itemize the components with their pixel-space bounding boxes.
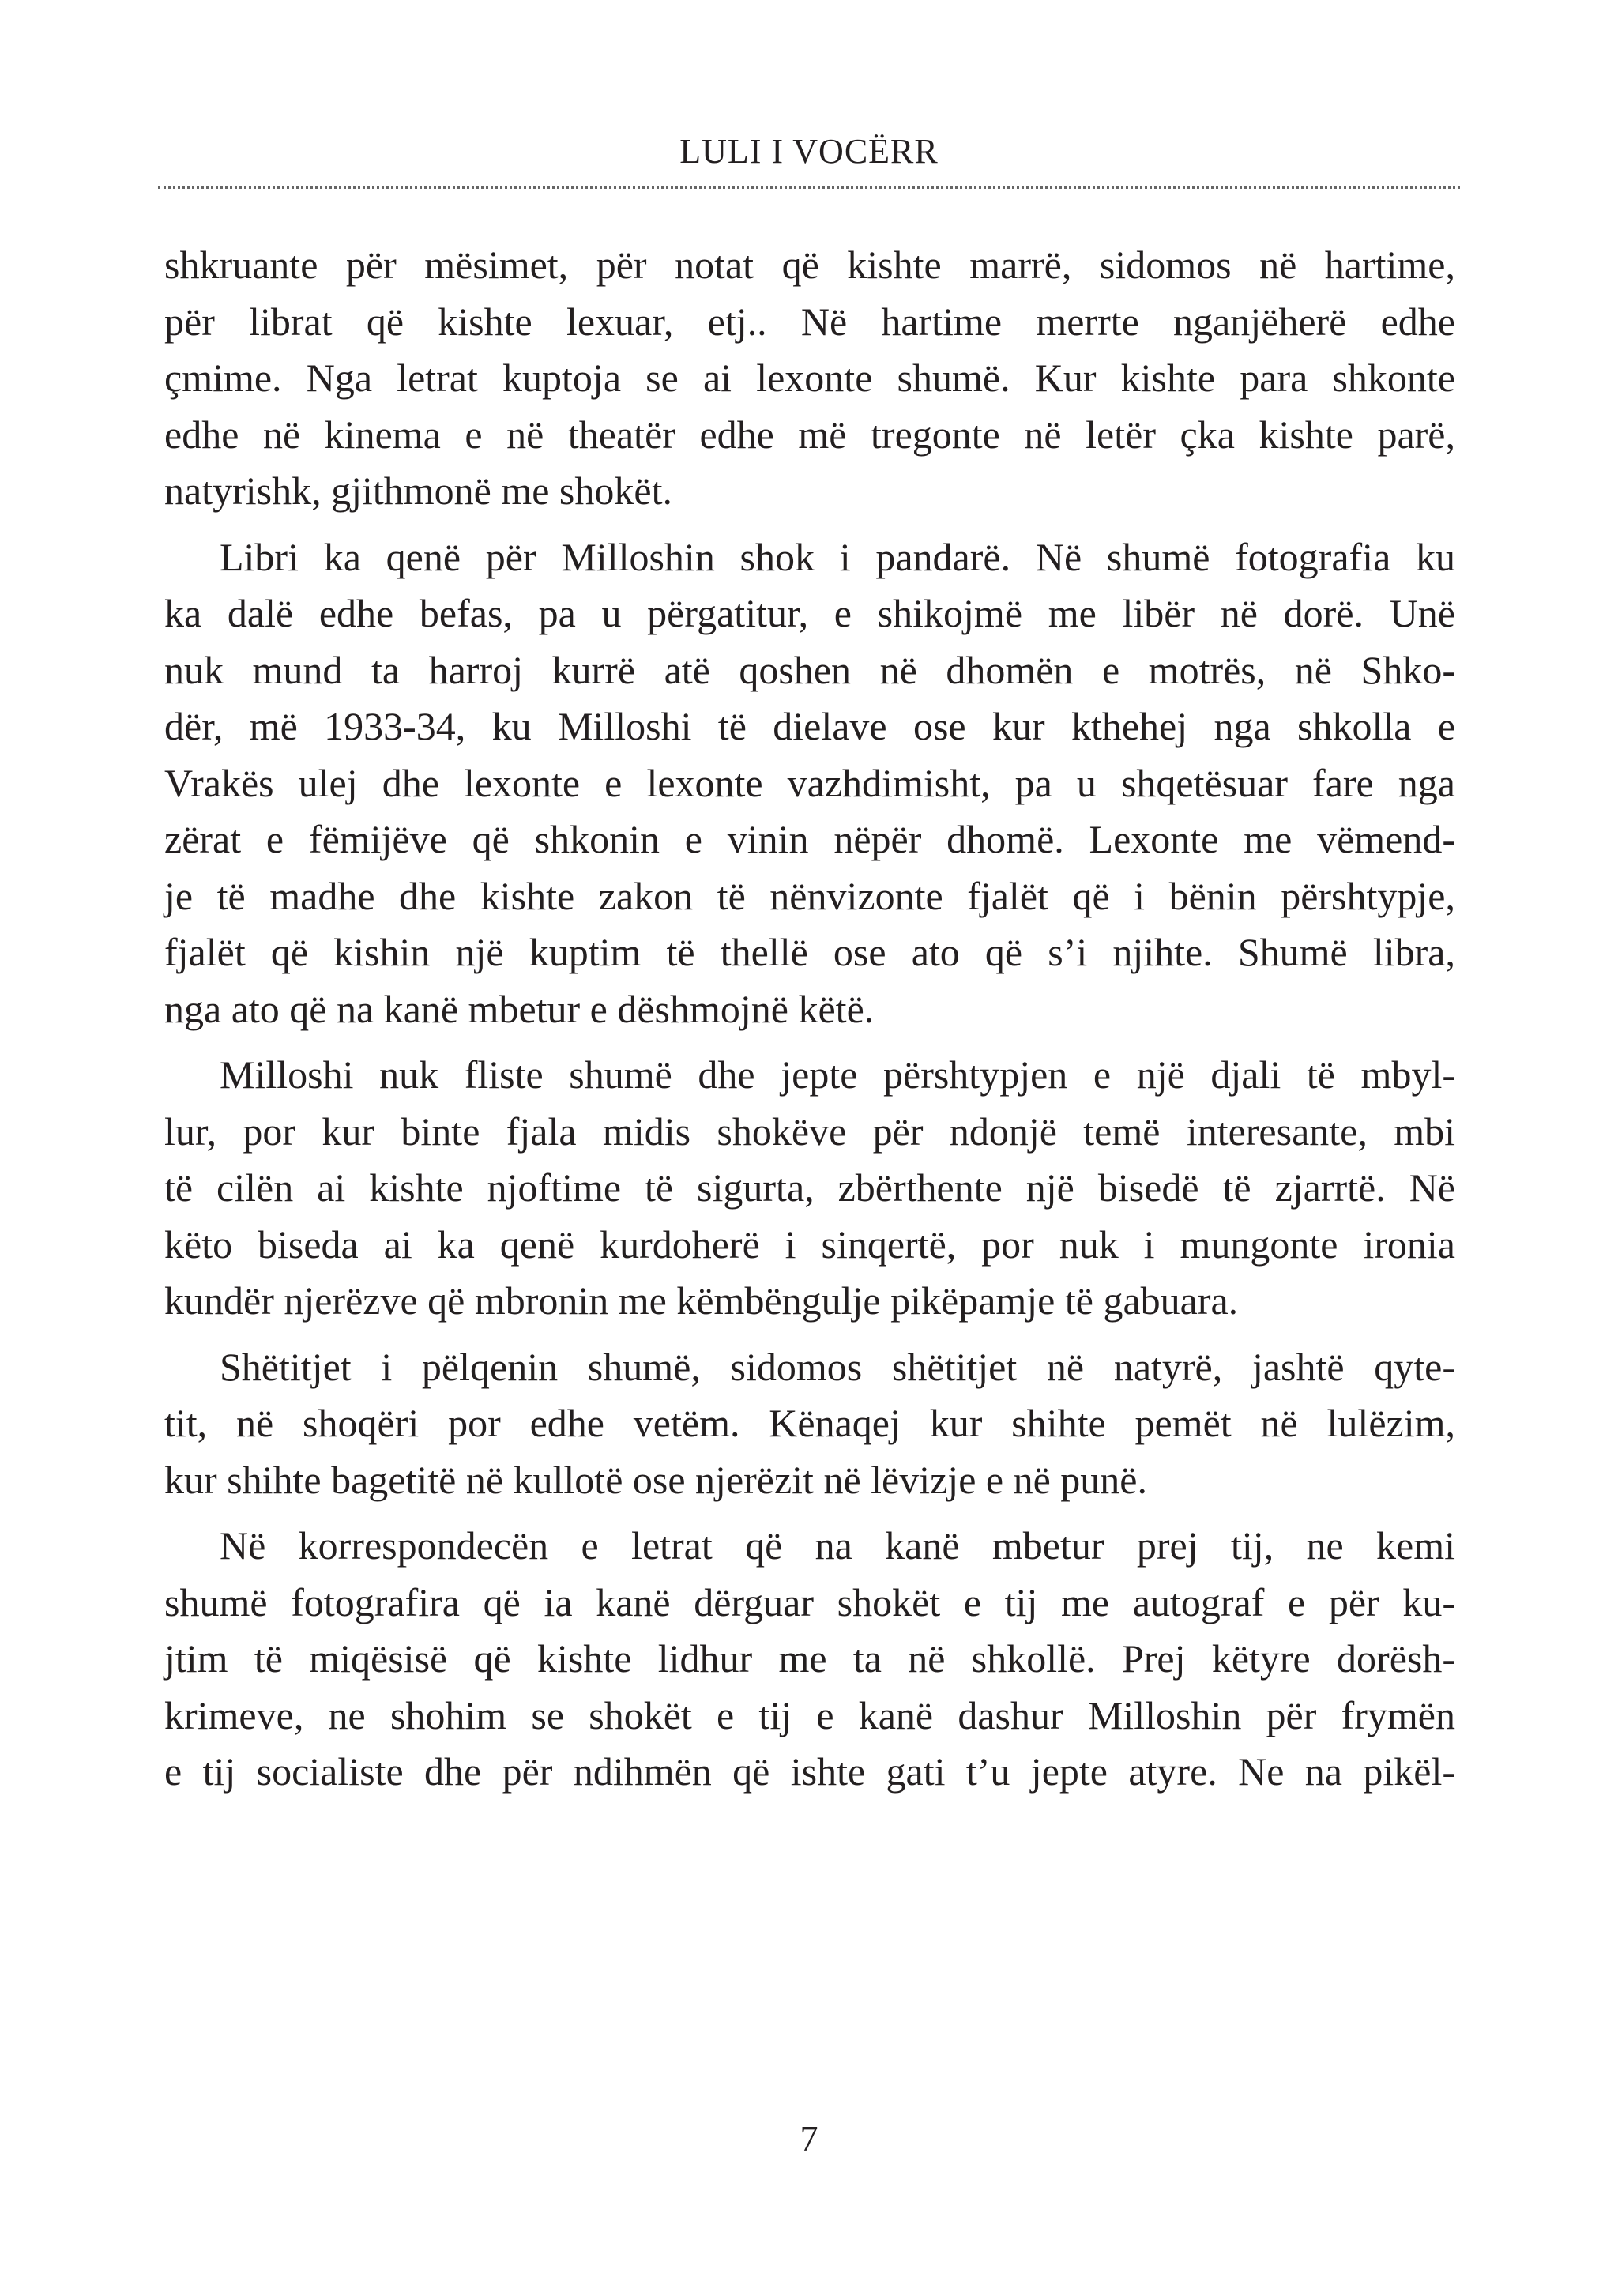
text-line: Milloshi nuk fliste shumë dhe jepte përshtypjen e një djali të mbyl- [220,1052,1455,1097]
text-line: lur, por kur binte fjala midis shokëve për ndonjë temë interesante, mbi [164,1108,1455,1154]
page-number: 7 [800,2118,818,2159]
paragraph [164,1047,1455,1330]
text-line: zërat e fëmijëve që shkonin e vinin nëpër dhomë. Lexonte me vëmend- [164,817,1455,861]
text-line: Libri ka qenë për Milloshin shok i pandarë. Në shumë fotografia ku [220,534,1455,579]
text-line: krimeve, ne shohim se shokët e tij e kanë dashur Milloshin për frymën [164,1692,1455,1737]
text-line: fjalët që kishin një kuptim të thellë ose ato që s’i njihte. Shumë libra, [164,930,1455,974]
text-line: të cilën ai kishte njoftime të sigurta, zbërthente një bisedë të zjarrtë. Në [164,1165,1455,1210]
paragraph [164,529,1455,1038]
text-line: nga ato që na kanë mbetur e dëshmojnë këtë. [164,986,875,1031]
body-text [164,237,1455,1801]
text-line: e tij socialiste dhe për ndihmën që ishte gati t’u jepte atyre. Ne na pikël- [164,1749,1455,1794]
text-line: je të madhe dhe kishte zakon të nënvizonte fjalët që i bënin përshtypje, [164,873,1455,918]
text-line: natyrishk, gjithmonë me shokët. [164,469,672,513]
text-line: jtim të miqësisë që kishte lidhur me ta në shkollë. Prej këtyre dorësh- [164,1636,1455,1681]
text-line: ka dalë edhe befas, pa u përgatitur, e shikojmë me libër në dorë. Unë [164,591,1455,635]
text-line: shkruante për mësimet, për notat që kishte marrë, sidomos në hartime, [164,243,1455,287]
text-line: tit, në shoqëri por edhe vetëm. Kënaqej kur shihte pemët në lulëzim, [164,1401,1455,1445]
text-line: Vrakës ulej dhe lexonte e lexonte vazhdimisht, pa u shqetësuar fare nga [164,760,1455,805]
text-line: këto biseda ai ka qenë kurdoherë i sinqertë, por nuk i mungonte ironia [164,1221,1455,1267]
text-line: shumë fotografira që ia kanë dërguar shokët e tij me autograf e për ku- [164,1579,1455,1624]
text-line: edhe në kinema e në theatër edhe më tregonte në letër çka kishte parë, [164,412,1455,457]
paragraph [164,1339,1455,1509]
text-line: kundër njerëzve që mbronin me këmbëngulje pikëpamje të gabuara. [164,1278,1239,1323]
text-line: Në korrespondecën e letrat që na kanë mbetur prej tij, ne kemi [220,1523,1455,1568]
paragraph [164,237,1455,520]
text-line: kur shihte bagetitë në kullotë ose njerëzit në lëvizje e në punë. [164,1457,1147,1502]
text-line: dër, më 1933-34, ku Milloshi të dielave ose kur kthehej nga shkolla e [164,704,1455,748]
text-line: Shëtitjet i pëlqenin shumë, sidomos shëtitjet në natyrë, jashtë qyte- [220,1344,1455,1389]
header-divider [158,186,1460,189]
running-head: LULI I VOCËRR [679,132,939,171]
text-line: nuk mund ta harroj kurrë atë qoshen në dhomën e motrës, në Shko- [164,647,1455,692]
text-line: për librat që kishte lexuar, etj.. Në hartime merrte nganjëherë edhe [164,299,1455,344]
text-line: çmime. Nga letrat kuptoja se ai lexonte shumë. Kur kishte para shkonte [164,356,1455,400]
paragraph [164,1518,1455,1801]
